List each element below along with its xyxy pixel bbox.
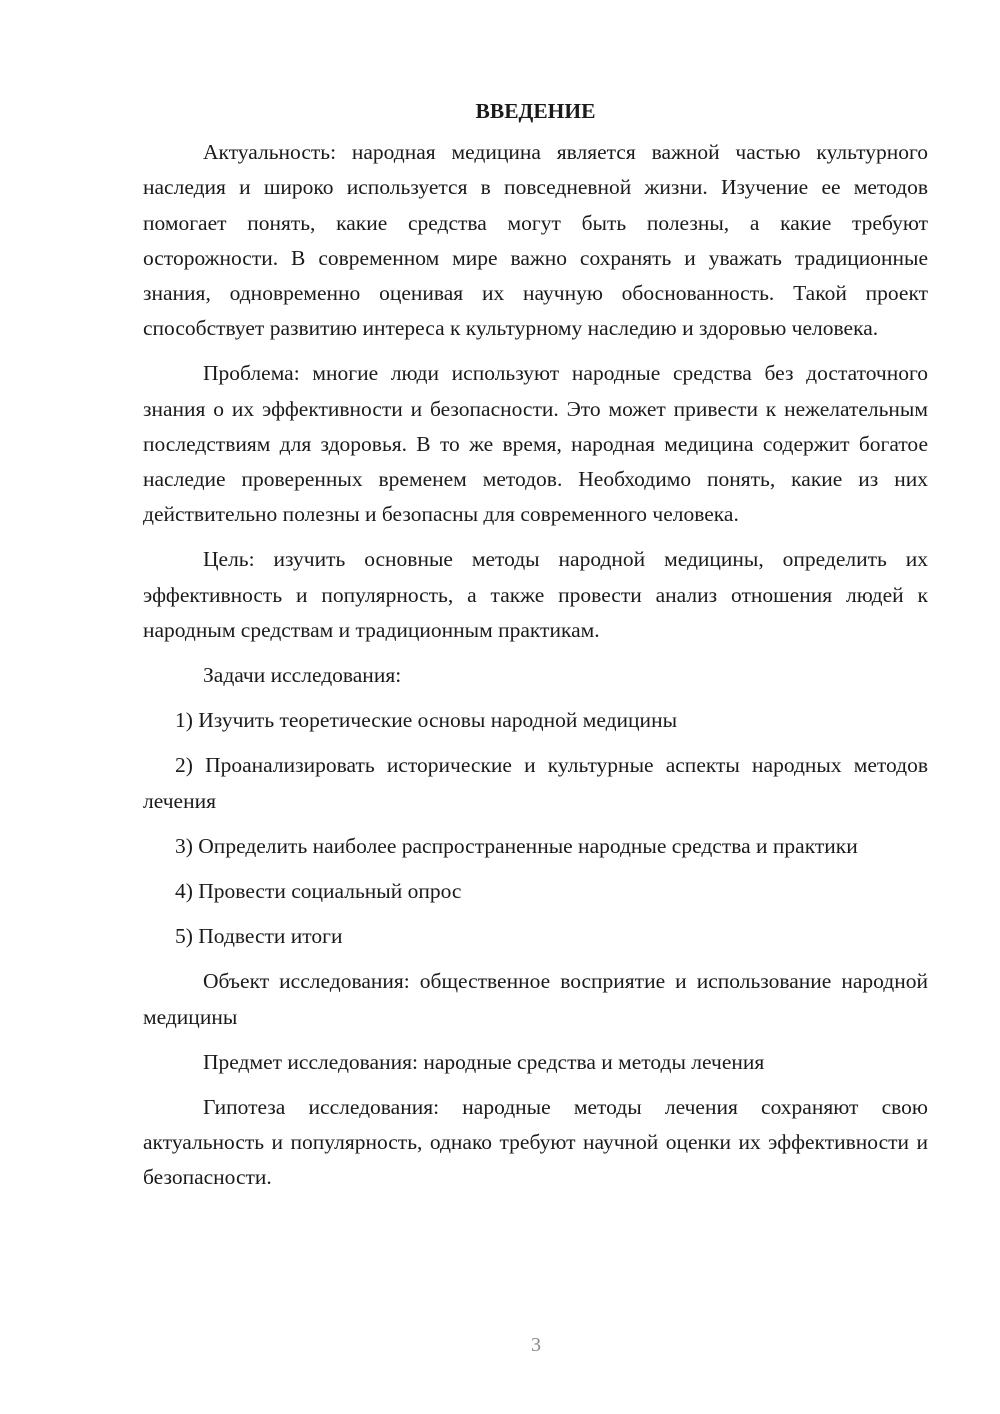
relevance-paragraph: Актуальность: народная медицина является важной частью культурного наследия и широко используется в повседневной жизни. Изучение ее методов помогает понять, какие средства могут быть полезны, а какие требуют осторожности. В современном мире важно сохранять и уважать традиционные знания, одновременно оценивая их научную обоснованность. Такой проект способствует развитию интереса к культурному наследию и здоровью человека. (143, 140, 928, 341)
task-item: 1) Изучить теоретические основы народной медицины (175, 708, 678, 733)
page-title: ВВЕДЕНИЕ (475, 99, 596, 123)
task-item: 4) Провести социальный опрос (175, 879, 462, 904)
problem-paragraph: Проблема: многие люди используют народные средства без достаточного знания о их эффективности и безопасности. Это может привести к нежелательным последствиям для здоровья. В то же время, народная медицина содержит богатое наследие проверенных временем методов. Необходимо понять, какие из них действительно полезны и безопасны для современного человека. (143, 361, 928, 527)
task-item: 3) Определить наиболее распространенные народные средства и практики (175, 833, 858, 858)
task-item: 5) Подвести итоги (175, 924, 343, 949)
page-number: 3 (531, 1334, 541, 1356)
tasks-heading: Задачи исследования: (203, 663, 402, 688)
hypothesis-paragraph: Гипотеза исследования: народные методы лечения сохраняют свою актуальность и популярность, однако требуют научной оценки их эффективности и безопасности. (143, 1095, 928, 1190)
object-paragraph: Объект исследования: общественное восприятие и использование народной медицины (143, 969, 928, 1029)
goal-paragraph: Цель: изучить основные методы народной медицины, определить их эффективность и популярность, а также провести анализ отношения людей к народным средствам и традиционным практикам. (143, 547, 928, 642)
page-content (143, 94, 928, 1206)
task-item: 2) Проанализировать исторические и культурные аспекты народных методов лечения (143, 753, 928, 813)
subject-paragraph: Предмет исследования: народные средства и методы лечения (203, 1049, 765, 1074)
